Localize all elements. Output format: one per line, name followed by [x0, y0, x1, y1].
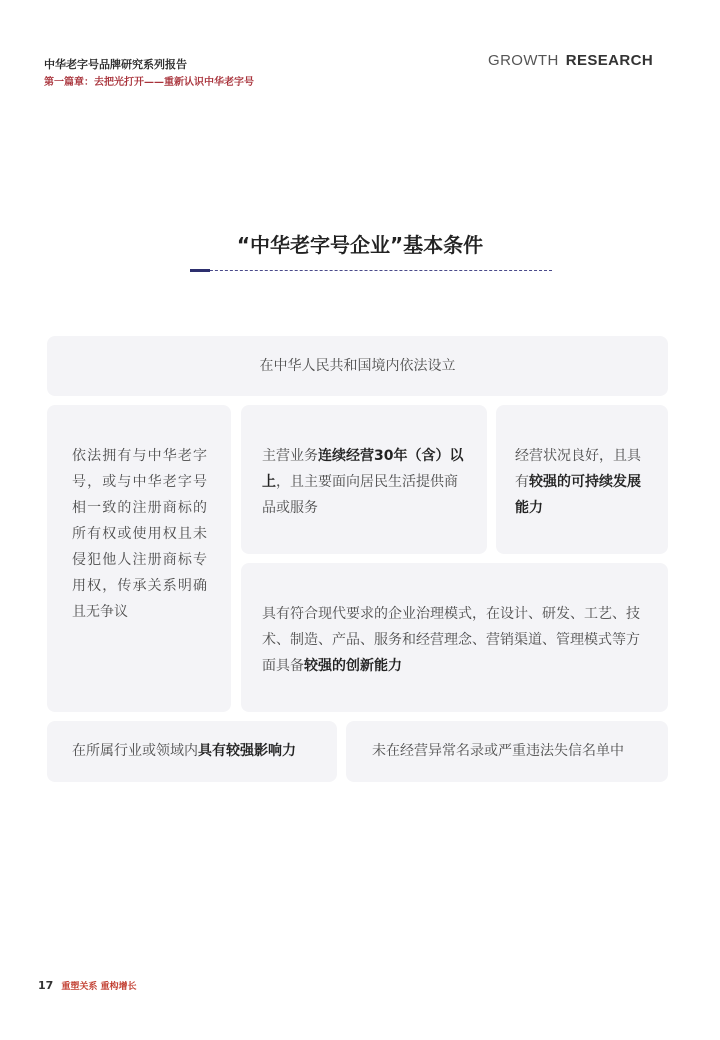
condition-card-innovation — [241, 563, 668, 712]
condition-card-establishment — [47, 336, 668, 396]
condition-card-operation-years — [241, 405, 487, 554]
condition-text: 在中华人民共和国境内依法设立 — [259, 358, 456, 374]
condition-text: 在所属行业或领域内 — [72, 743, 198, 759]
title-accent-bar — [190, 269, 210, 272]
condition-card-sustainability — [496, 405, 668, 554]
page-footer — [38, 979, 136, 992]
condition-text: 依法拥有与中华老字号，或与中华老字号相一致的注册商标的所有权或使用权且未侵犯他人注册商标专用权，传承关系明确且无争议 — [72, 448, 207, 620]
condition-highlight: 较强的可持续发展能力 — [515, 474, 641, 516]
page-title: “中华老字号企业”基本条件 — [236, 233, 484, 257]
condition-card-trademark — [47, 405, 231, 712]
condition-card-compliance — [346, 721, 668, 782]
condition-text: 主营业务 — [262, 448, 318, 464]
footer-slogan: 重塑关系 重构增长 — [61, 982, 137, 992]
condition-highlight: 连续经营30年（含）以上 — [262, 448, 464, 490]
condition-text: 经营状况良好，且具有 — [515, 448, 641, 490]
logo-growth: GROWTH — [488, 52, 559, 69]
page-number: 17 — [38, 979, 54, 992]
condition-text: ，且主要面向居民生活提供商品或服务 — [262, 474, 458, 516]
report-title: 中华老字号品牌研究系列报告 — [44, 58, 187, 71]
chapter-subtitle: 第一篇章：去把光打开——重新认识中华老字号 — [44, 77, 254, 88]
condition-highlight: 较强的创新能力 — [304, 658, 402, 674]
condition-highlight: 具有较强影响力 — [198, 743, 296, 759]
title-divider — [190, 270, 552, 271]
logo-research: RESEARCH — [565, 52, 654, 69]
condition-card-influence — [47, 721, 337, 782]
condition-text: 未在经营异常名录或严重违法失信名单中 — [372, 743, 624, 759]
condition-text: 具有符合现代要求的企业治理模式，在设计、研发、工艺、技术、制造、产品、服务和经营理念、营销渠道、管理模式等方面具备 — [262, 606, 640, 674]
brand-logo — [488, 52, 653, 69]
